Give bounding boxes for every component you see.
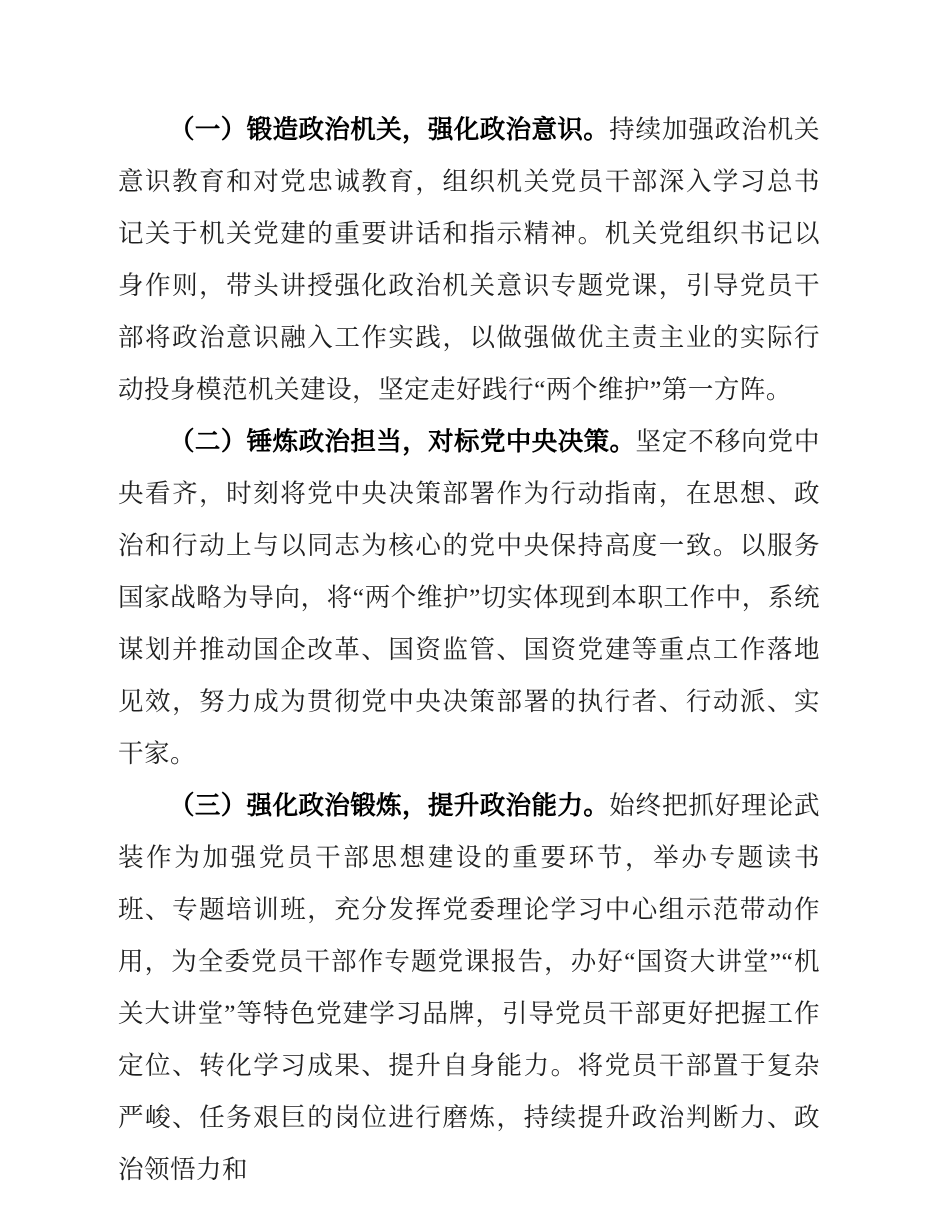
section-heading-3: （三）强化政治锻炼，提升政治能力。 <box>169 791 610 821</box>
section-body-1: 持续加强政治机关意识教育和对党忠诚教育，组织机关党员干部深入学习总书记关于机关党建的重要讲话和指示精神。机关党组织书记以身作则，带头讲授强化政治机关意识专题党课，引导党员干部将政治意识融入工作实践，以做强做优主责主业的实际行动投身模范机关建设，坚定走好践行“两个维护”第一方阵。 <box>118 115 820 404</box>
section-paragraph-1 <box>118 104 820 416</box>
section-paragraph-3 <box>118 780 820 1196</box>
document-text-column <box>118 104 820 1196</box>
section-heading-1: （一）锻造政治机关，强化政治意识。 <box>169 115 610 145</box>
section-heading-2: （二）锤炼政治担当，对标党中央决策。 <box>169 427 636 457</box>
section-paragraph-2 <box>118 416 820 780</box>
section-body-3: 始终把抓好理论武装作为加强党员干部思想建设的重要环节，举办专题读书班、专题培训班，充分发挥党委理论学习中心组示范带动作用，为全委党员干部作专题党课报告，办好“国资大讲堂”“机关大讲堂”等特色党建学习品牌，引导党员干部更好把握工作定位、转化学习成果、提升自身能力。将党员干部置于复杂严峻、任务艰巨的岗位进行磨炼，持续提升政治判断力、政治领悟力和 <box>118 791 820 1184</box>
section-body-2: 坚定不移向党中央看齐，时刻将党中央决策部署作为行动指南，在思想、政治和行动上与以同志为核心的党中央保持高度一致。以服务国家战略为导向，将“两个维护”切实体现到本职工作中，系统谋划并推动国企改革、国资监管、国资党建等重点工作落地见效，努力成为贯彻党中央决策部署的执行者、行动派、实干家。 <box>118 427 820 768</box>
